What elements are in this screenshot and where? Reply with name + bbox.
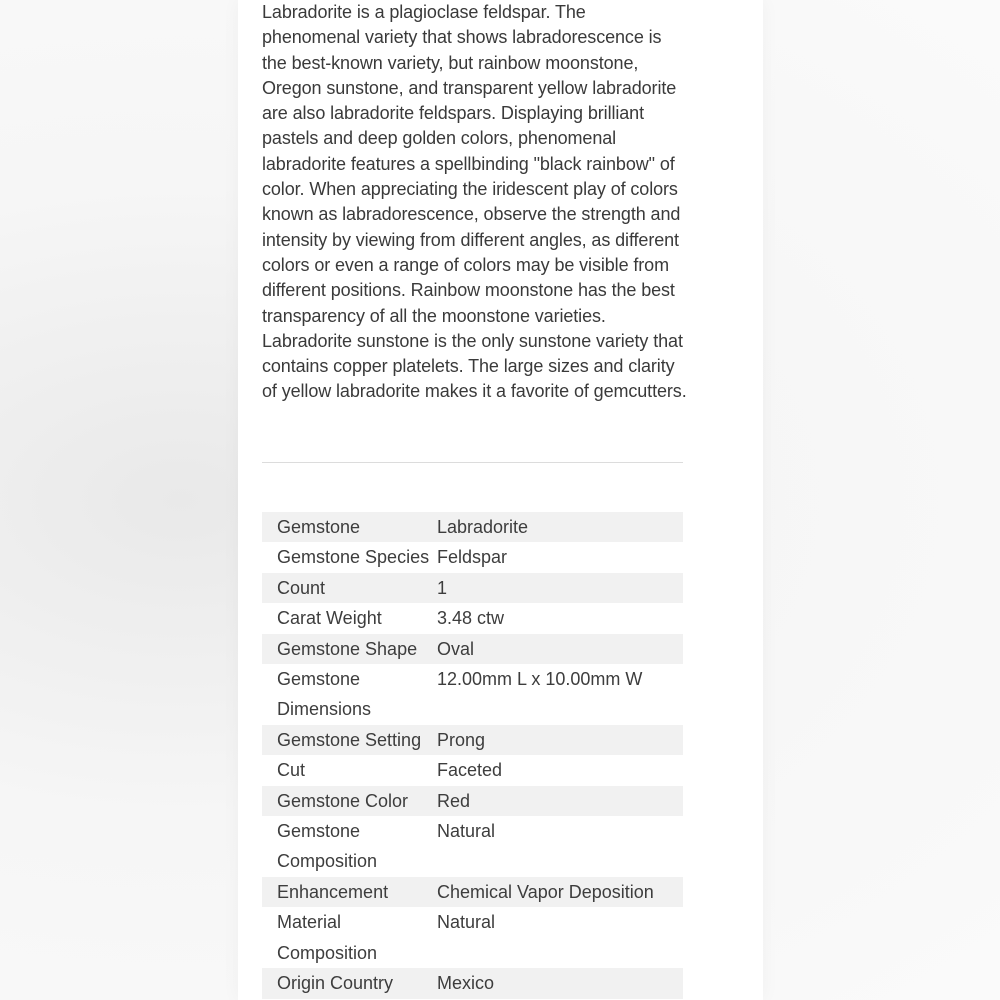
spec-label: Count	[262, 573, 437, 603]
spec-label: Gemstone Color	[262, 786, 437, 816]
spec-row-enhancement	[262, 877, 683, 907]
spec-value: Faceted	[437, 760, 503, 781]
spec-value: 12.00mm L x 10.00mm W	[437, 669, 643, 690]
spec-row-setting	[262, 725, 683, 755]
spec-row-carat-weight	[262, 603, 683, 633]
spec-label: Cut	[277, 760, 306, 781]
spec-value: Mexico	[437, 968, 683, 998]
spec-label: Gemstone Species	[277, 547, 430, 568]
spec-row-composition	[262, 816, 683, 877]
spec-value: Natural	[437, 821, 496, 842]
spec-row-color	[262, 786, 683, 816]
spec-value: Prong	[437, 725, 683, 755]
section-divider	[262, 462, 683, 463]
spec-label: Origin Country	[262, 968, 437, 998]
spec-row-species	[262, 542, 683, 572]
spec-row-dimensions	[262, 664, 683, 725]
spec-row-material-composition	[262, 907, 683, 968]
spec-value: Labradorite	[437, 512, 683, 542]
spec-label: Gemstone Setting	[262, 725, 437, 755]
spec-label: Gemstone	[262, 512, 437, 542]
spec-value: Red	[437, 786, 683, 816]
spec-label: Enhancement	[262, 877, 437, 907]
spec-value: 3.48 ctw	[437, 608, 505, 629]
spec-row-gemstone	[262, 512, 683, 542]
spec-value: Feldspar	[437, 547, 508, 568]
spec-row-shape	[262, 634, 683, 664]
spec-value: Chemical Vapor Deposition	[437, 877, 683, 907]
spec-value: Oval	[437, 634, 683, 664]
product-specs-table	[262, 512, 683, 999]
spec-label: Material Composition	[277, 912, 378, 963]
spec-row-cut	[262, 755, 683, 785]
spec-label: Gemstone Composition	[277, 821, 378, 872]
product-description: Labradorite is a plagioclase feldspar. The phenomenal variety that shows labradorescence is the best-known variety, but rainbow moonstone, Oregon sunstone, and transparent yellow labradorite are also labradorite feldspars. Displaying brilliant pastels and deep golden colors, phenomenal labradorite features a spellbinding "black rainbow" of color. When appreciating the iridescent play of colors known as labradorescence, observe the strength and intensity by viewing from different angles, as different colors or even a range of colors may be visible from different positions. Rainbow moonstone has the best transparency of all the moonstone varieties. Labradorite sunstone is the only sunstone variety that contains copper platelets. The large sizes and clarity of yellow labradorite makes it a favorite of gemcutters.	[262, 2, 687, 402]
spec-label: Gemstone Shape	[262, 634, 437, 664]
spec-row-count	[262, 573, 683, 603]
spec-label: Carat Weight	[277, 608, 382, 629]
spec-value: 1	[437, 573, 683, 603]
spec-row-origin-country	[262, 968, 683, 998]
spec-label: Gemstone Dimensions	[277, 669, 372, 720]
spec-value: Natural	[437, 912, 496, 933]
